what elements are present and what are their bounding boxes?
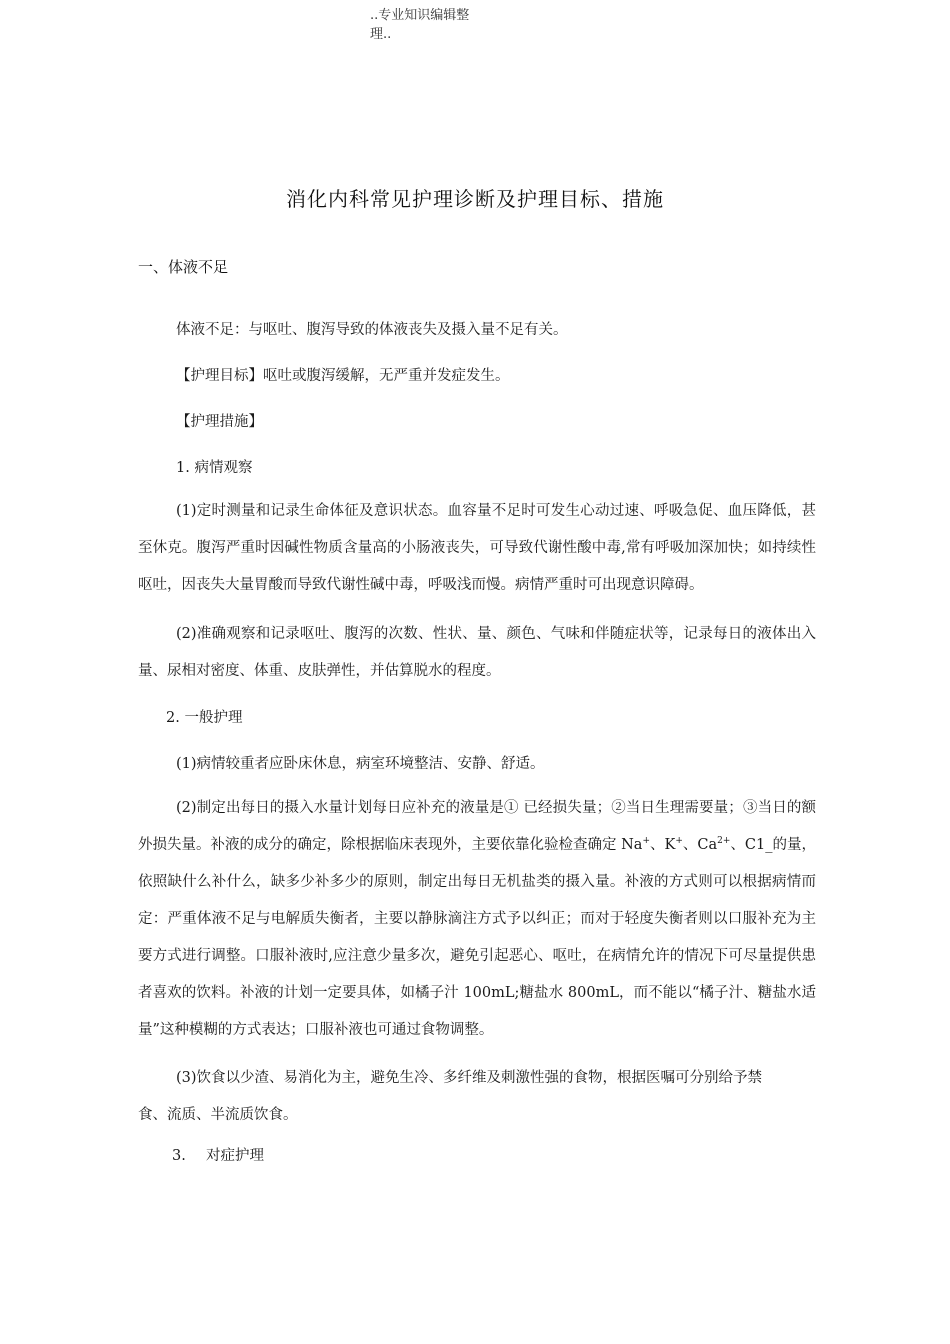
item2-title: 2. 一般护理 [166,710,243,726]
potassium-charge: + [675,836,683,847]
goal-paragraph: 【护理目标】呕吐或腹泻缓解，无严重并发症发生。 [176,368,510,384]
item2-paragraph2 [138,790,816,1049]
item2-p2-part-d: 、C1_的量，依照缺什么补什么，缺多少补多少的原则，制定出每日无机盐类的摄入量。补液的方式则可以根据病情而定：严重体液不足与电解质失衡者，主要以静脉滴注方式予以纠正；而对于轻度失衡者则以口服补充为主要方式进行调整。口服补液时,应注意少量多次，避免引起恶心、呕吐，在病情允许的情况下可尽量提供患者喜欢的饮料。补液的计划一定要具体，如橘子汁 100mL;糖盐水 800mL，而不能以“橘子汁、糖盐水适量”这种模糊的方式表达；口服补液也可通过食物调整。 [138,837,816,1038]
header-note-line2: 理.. [370,27,392,42]
document-title: 消化内科常见护理诊断及护理目标、措施 [286,187,664,211]
item2-p2-part-a: (2)制定出每日的摄入水量计划每日应补充的液量是① 已经损失量；②当日生理需要量；③当日的额外损失量。补液的成分的确定，除根据临床表现外，主要依靠化验检查确定 Na [138,800,816,853]
measures-label: 【护理措施】 [176,414,263,430]
item2-p2-part-c: 、Ca [682,837,718,853]
item3-title [172,1144,264,1165]
diagnosis-paragraph: 体液不足：与呕吐、腹泻导致的体液丧失及摄入量不足有关。 [176,322,568,338]
item2-paragraph3: (3)饮食以少渣、易消化为主，避免生冷、多纤维及刺激性强的食物，根据医嘱可分别给予禁食、流质、半流质饮食。 [138,1070,763,1123]
item2-paragraph1: (1)病情较重者应卧床休息，病室环境整洁、安静、舒适。 [176,756,545,772]
header-note [370,6,490,44]
section-heading: 一、体液不足 [138,258,229,276]
item3-number: 3. [172,1148,186,1164]
calcium-charge: 2+ [717,836,731,847]
item2-p2-part-b: 、K [650,837,676,853]
item1-paragraph1: (1)定时测量和记录生命体征及意识状态。血容量不足时可发生心动过速、呼吸急促、血压降低，甚至休克。腹泻严重时因碱性物质含量高的小肠液丧失，可导致代谢性酸中毒,常有呼吸加深加快；如持续性呕吐，因丧失大量胃酸而导致代谢性碱中毒，呼吸浅而慢。病情严重时可出现意识障碍。 [138,503,816,593]
item1-paragraph2: (2)准确观察和记录呕吐、腹泻的次数、性状、量、颜色、气味和伴随症状等，记录每日的液体出入量、尿相对密度、体重、皮肤弹性，并估算脱水的程度。 [138,626,816,679]
header-note-line1: ..专业知识编辑整 [370,8,470,23]
item3-label: 对症护理 [206,1148,264,1164]
sodium-charge: + [642,836,650,847]
item1-title: 1. 病情观察 [176,460,253,476]
